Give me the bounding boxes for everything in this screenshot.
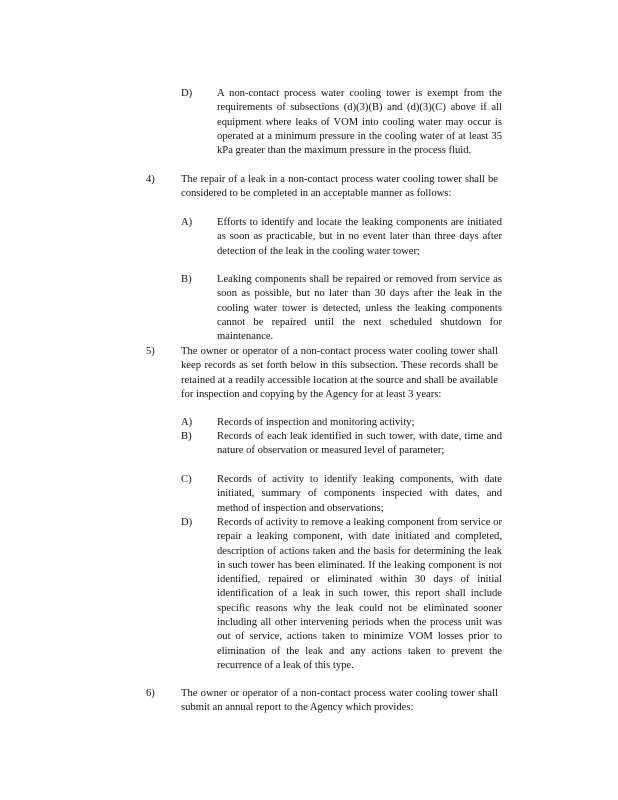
- item-label: 4): [146, 174, 155, 185]
- item-label: C): [181, 474, 192, 485]
- item-label: 5): [146, 346, 155, 357]
- item-text: Records of activity to identify leaking components, with date initiated, summary of components inspected with dates, and method of inspection and observations;: [217, 474, 502, 514]
- item-label: B): [181, 274, 192, 285]
- item-label: B): [181, 431, 192, 442]
- item-text: The owner or operator of a non-contact process water cooling tower shall keep records as set forth below in this subsection. These records shall be retained at a readily accessible location at the source and shall be available for inspection and copying by the Agency for at least 3 years:: [181, 346, 498, 400]
- item-text: Records of inspection and monitoring activity;: [217, 417, 415, 428]
- item-text: The repair of a leak in a non-contact process water cooling tower shall be considered to be completed in an acceptable manner as follows:: [181, 174, 498, 200]
- item-label: A): [181, 217, 193, 228]
- item-text: Leaking components shall be repaired or removed from service as soon as possible, but no later than 30 days after the leak in the cooling water tower is detected, unless the leaking components cannot be repaired until the next scheduled shutdown for maintenance.: [217, 274, 502, 343]
- item-label: A): [181, 417, 193, 428]
- item-label: 6): [146, 688, 155, 699]
- item-text: The owner or operator of a non-contact process water cooling tower shall submit an annual report to the Agency which provides:: [181, 688, 498, 714]
- item-label: D): [181, 517, 193, 528]
- item-text: Efforts to identify and locate the leaking components are initiated as soon as practicable, but in no event later than three days after detection of the leak in the cooling water tower;: [217, 217, 502, 257]
- item-label: D): [181, 88, 193, 99]
- item-text: Records of each leak identified in such tower, with date, time and nature of observation or measured level of parameter;: [217, 431, 502, 457]
- item-text: A non-contact process water cooling tower is exempt from the requirements of subsections (d)(3)(B) and (d)(3)(C) above if all equipment where leaks of VOM into cooling water may occur is operated at a minimum pressure in the cooling water of at least 35 kPa greater than the maximum pressure in the process fluid.: [217, 88, 502, 157]
- item-text: Records of activity to remove a leaking component from service or repair a leaking component, with date initiated and completed, description of actions taken and the basis for determining the leak in such tower has been eliminated. If the leaking component is not identified, repaired or eliminated within 30 days of initial identification of a leak in such tower, this report shall include specific reasons why the leak could not be eliminated sooner including all other intervening periods when the process unit was out of service, actions taken to minimize VOM losses prior to elimination of the leak and any actions taken to prevent the recurrence of a leak of this type.: [217, 517, 502, 671]
